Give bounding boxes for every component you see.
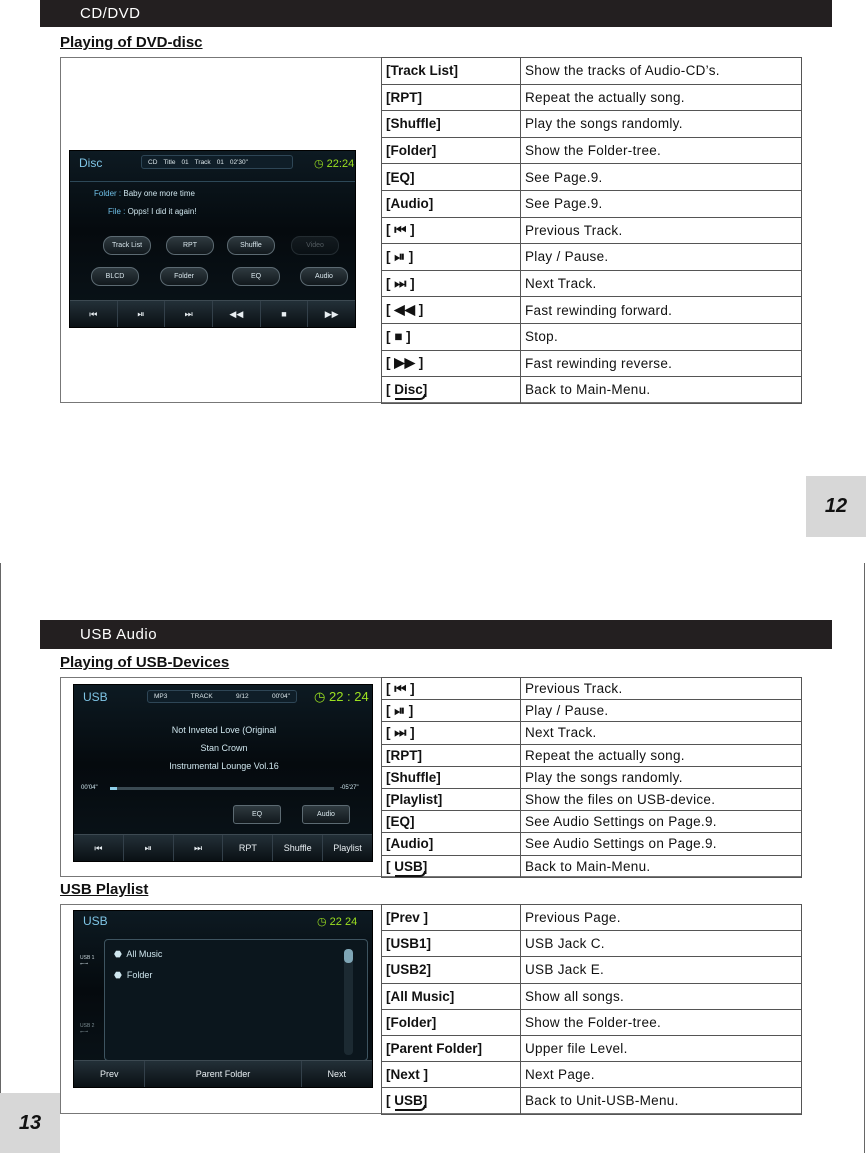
row-key: [Prev ] bbox=[382, 905, 521, 931]
table-row bbox=[382, 323, 802, 350]
playlist-controls bbox=[74, 1060, 372, 1087]
blcd-button[interactable]: BLCD bbox=[91, 267, 139, 286]
table-row bbox=[382, 811, 802, 833]
row-value: Back to Unit-USB-Menu. bbox=[521, 1088, 802, 1114]
track-info-bar bbox=[141, 155, 293, 169]
subtitle-usb: Playing of USB-Devices bbox=[60, 654, 230, 671]
usb2-tab[interactable] bbox=[80, 1023, 94, 1035]
section-title: CD/DVD bbox=[80, 5, 141, 22]
row-key: [Playlist] bbox=[382, 788, 521, 810]
audio-button[interactable]: Audio bbox=[300, 267, 348, 286]
artist: Stan Crown bbox=[200, 743, 248, 753]
info-source: CD bbox=[148, 158, 158, 166]
row-key: [Audio] bbox=[382, 190, 521, 217]
row-value: See Page.9. bbox=[521, 164, 802, 191]
usb-screen bbox=[73, 684, 373, 862]
row-value: See Audio Settings on Page.9. bbox=[521, 811, 802, 833]
progress-track[interactable] bbox=[110, 787, 334, 790]
list-item-label: All Music bbox=[126, 949, 163, 959]
back-arrow-icon: USB bbox=[394, 858, 423, 874]
row-key: [Audio] bbox=[382, 833, 521, 855]
row-value: USB Jack E. bbox=[521, 957, 802, 983]
row-value: Play / Pause. bbox=[521, 700, 802, 722]
list-item-folder[interactable] bbox=[114, 970, 152, 981]
row-key: [Track List] bbox=[382, 58, 521, 85]
table-row bbox=[382, 700, 802, 722]
rpt-button[interactable]: RPT bbox=[223, 835, 273, 861]
row-key: [ USB] bbox=[382, 1088, 521, 1114]
rewind-icon[interactable]: ◀◀ bbox=[213, 301, 261, 327]
clock-time: 22:24 bbox=[326, 158, 355, 170]
row-value: Back to Main-Menu. bbox=[521, 855, 802, 877]
folder-label: Folder : bbox=[94, 189, 122, 198]
back-arrow-icon: USB bbox=[394, 1093, 423, 1109]
row-key: [Shuffle] bbox=[382, 111, 521, 138]
table-row bbox=[382, 957, 802, 983]
file-value: Opps! I did it again! bbox=[127, 207, 197, 216]
next-icon[interactable]: ⏭ bbox=[165, 301, 213, 327]
clock-icon: ◷ bbox=[317, 916, 327, 928]
row-value: Play / Pause. bbox=[521, 244, 802, 271]
page-edge-left bbox=[0, 563, 1, 1153]
folder-value: Baby one more time bbox=[123, 189, 195, 198]
row-value: Show the tracks of Audio-CD’s. bbox=[521, 58, 802, 85]
table-row bbox=[382, 722, 802, 744]
row-key: [ ▶▶ ] bbox=[382, 350, 521, 377]
usb2-label: USB 2 bbox=[80, 1023, 95, 1029]
eq-button[interactable]: EQ bbox=[233, 805, 281, 824]
subtitle-usb-playlist: USB Playlist bbox=[60, 881, 149, 898]
table-row bbox=[382, 350, 802, 377]
shuffle-button[interactable]: Shuffle bbox=[273, 835, 323, 861]
table-row bbox=[382, 983, 802, 1009]
playback-controls bbox=[74, 834, 372, 861]
elapsed-time: 00'04" bbox=[81, 785, 98, 791]
clock bbox=[317, 915, 357, 928]
section-title: USB Audio bbox=[80, 626, 158, 643]
table-row bbox=[382, 377, 802, 404]
eq-button[interactable]: EQ bbox=[232, 267, 280, 286]
info-track-label: Track bbox=[194, 158, 211, 166]
row-value: Show all songs. bbox=[521, 983, 802, 1009]
row-value: Show the Folder-tree. bbox=[521, 1009, 802, 1035]
table-row bbox=[382, 905, 802, 931]
next-button[interactable]: Next bbox=[327, 1069, 346, 1079]
row-value: Previous Track. bbox=[521, 678, 802, 700]
divider bbox=[70, 181, 355, 182]
row-value: Stop. bbox=[521, 323, 802, 350]
shuffle-button[interactable]: Shuffle bbox=[227, 236, 275, 255]
info-track-label: TRACK bbox=[190, 693, 213, 700]
row-key: [All Music] bbox=[382, 983, 521, 1009]
info-title-label: Title bbox=[163, 158, 176, 166]
table-row bbox=[382, 84, 802, 111]
next-icon[interactable]: ⏭ bbox=[174, 835, 224, 861]
table-row bbox=[382, 111, 802, 138]
row-key: [USB1] bbox=[382, 931, 521, 957]
section-bar-cd-dvd bbox=[40, 0, 832, 27]
row-value: Repeat the actually song. bbox=[521, 84, 802, 111]
file-line bbox=[108, 207, 197, 216]
info-track-num: 9/12 bbox=[236, 693, 249, 700]
previous-icon[interactable]: ⏮ bbox=[74, 835, 124, 861]
music-folder-icon: ⬣ bbox=[114, 949, 122, 959]
row-key: [ Disc] bbox=[382, 377, 521, 404]
info-time: 02'30" bbox=[229, 158, 248, 166]
row-key: [ USB] bbox=[382, 855, 521, 877]
usb-icon: ⭠⊸ bbox=[80, 1029, 89, 1035]
clock-icon: ◷ bbox=[314, 689, 326, 704]
clock-time: 22 : 24 bbox=[328, 689, 369, 704]
row-value: See Audio Settings on Page.9. bbox=[521, 833, 802, 855]
clock-time: 22 24 bbox=[329, 916, 358, 928]
table-row bbox=[382, 855, 802, 877]
folder-line bbox=[94, 189, 195, 198]
video-button[interactable]: Video bbox=[291, 236, 339, 255]
row-value: USB Jack C. bbox=[521, 931, 802, 957]
table-row bbox=[382, 931, 802, 957]
parent-folder-button[interactable]: Parent Folder bbox=[145, 1061, 301, 1087]
progress-fill bbox=[110, 787, 117, 790]
usb-icon: ⭠⊸ bbox=[80, 961, 89, 967]
row-value: Play the songs randomly. bbox=[521, 766, 802, 788]
info-time: 00'04" bbox=[271, 693, 290, 700]
row-value: Upper file Level. bbox=[521, 1035, 802, 1061]
page-number-12: 12 bbox=[806, 476, 866, 537]
table-row bbox=[382, 744, 802, 766]
info-track-num: 01 bbox=[216, 158, 224, 166]
usb1-label: USB 1 bbox=[80, 955, 95, 961]
file-label: File : bbox=[108, 207, 126, 216]
table-row bbox=[382, 1062, 802, 1088]
fast-forward-icon[interactable]: ▶▶ bbox=[324, 308, 339, 319]
row-key: [ ⏮ ] bbox=[382, 217, 521, 244]
screen-title: USB bbox=[83, 914, 108, 928]
playlist-button[interactable]: Playlist bbox=[333, 843, 362, 853]
table-row bbox=[382, 1035, 802, 1061]
row-key: [ ■ ] bbox=[382, 323, 521, 350]
clock bbox=[314, 157, 354, 170]
track-list-button[interactable]: Track List bbox=[103, 236, 151, 255]
folder-button[interactable]: Folder bbox=[160, 267, 208, 286]
usb1-tab[interactable] bbox=[80, 955, 94, 967]
table-row bbox=[382, 297, 802, 324]
table-row bbox=[382, 164, 802, 191]
table-row bbox=[382, 1009, 802, 1035]
row-value: Previous Track. bbox=[521, 217, 802, 244]
row-value: Next Page. bbox=[521, 1062, 802, 1088]
table-row bbox=[382, 244, 802, 271]
music-folder-icon: ⬣ bbox=[114, 970, 122, 980]
row-key: [ ⏭ ] bbox=[382, 722, 521, 744]
stop-icon[interactable]: ■ bbox=[261, 301, 309, 327]
row-key: [ ⏯ ] bbox=[382, 700, 521, 722]
usb-key-table bbox=[381, 677, 802, 878]
clock-icon: ◷ bbox=[314, 158, 324, 170]
table-row bbox=[382, 190, 802, 217]
scrollbar-thumb[interactable] bbox=[344, 949, 353, 963]
playlist-screen bbox=[73, 910, 373, 1088]
row-value: Fast rewinding reverse. bbox=[521, 350, 802, 377]
previous-icon[interactable]: ⏮ bbox=[70, 301, 118, 327]
info-title-num: 01 bbox=[181, 158, 189, 166]
row-key: [Folder] bbox=[382, 1009, 521, 1035]
row-key: [Folder] bbox=[382, 137, 521, 164]
row-value: See Page.9. bbox=[521, 190, 802, 217]
info-format: MP3 bbox=[154, 693, 168, 700]
table-row bbox=[382, 766, 802, 788]
table-row bbox=[382, 217, 802, 244]
album: Instrumental Lounge Vol.16 bbox=[169, 761, 279, 771]
clock bbox=[314, 689, 369, 705]
row-value: Repeat the actually song. bbox=[521, 744, 802, 766]
row-value: Fast rewinding forward. bbox=[521, 297, 802, 324]
audio-button[interactable]: Audio bbox=[302, 805, 350, 824]
table-row bbox=[382, 678, 802, 700]
back-arrow-icon: Disc bbox=[394, 382, 423, 398]
remaining-time: -05'27" bbox=[340, 785, 359, 791]
prev-button[interactable]: Prev bbox=[74, 1061, 145, 1087]
play-pause-icon[interactable]: ⏯ bbox=[124, 835, 174, 861]
row-key: [RPT] bbox=[382, 744, 521, 766]
table-row bbox=[382, 137, 802, 164]
row-value: Show the files on USB-device. bbox=[521, 788, 802, 810]
screen-title: Disc bbox=[79, 156, 103, 170]
row-value: Next Track. bbox=[521, 270, 802, 297]
page-number-13: 13 bbox=[0, 1093, 60, 1153]
row-value: Previous Page. bbox=[521, 905, 802, 931]
row-value: Play the songs randomly. bbox=[521, 111, 802, 138]
dvd-key-table bbox=[381, 57, 802, 404]
table-row bbox=[382, 1088, 802, 1114]
subtitle-dvd: Playing of DVD-disc bbox=[60, 34, 203, 51]
row-key: [ ⏯ ] bbox=[382, 244, 521, 271]
row-key: [EQ] bbox=[382, 164, 521, 191]
row-key: [Next ] bbox=[382, 1062, 521, 1088]
scrollbar[interactable] bbox=[344, 949, 353, 1055]
row-key: [ ⏭ ] bbox=[382, 270, 521, 297]
row-key: [RPT] bbox=[382, 84, 521, 111]
page-edge-right bbox=[864, 563, 865, 1153]
row-value: Show the Folder-tree. bbox=[521, 137, 802, 164]
row-value: Next Track. bbox=[521, 722, 802, 744]
track-info-bar bbox=[147, 690, 297, 703]
table-row bbox=[382, 58, 802, 85]
rpt-button[interactable]: RPT bbox=[166, 236, 214, 255]
row-value: Back to Main-Menu. bbox=[521, 377, 802, 404]
row-key: [EQ] bbox=[382, 811, 521, 833]
list-item-all-music[interactable] bbox=[114, 949, 162, 960]
song-title: Not Inveted Love (Original bbox=[171, 725, 277, 735]
screen-title: USB bbox=[83, 690, 108, 704]
table-row bbox=[382, 833, 802, 855]
play-pause-icon[interactable]: ⏯ bbox=[118, 301, 166, 327]
section-bar-usb-audio bbox=[40, 620, 832, 649]
row-key: [Parent Folder] bbox=[382, 1035, 521, 1061]
row-key: [USB2] bbox=[382, 957, 521, 983]
row-key: [ ◀◀ ] bbox=[382, 297, 521, 324]
table-row bbox=[382, 270, 802, 297]
list-item-label: Folder bbox=[126, 970, 153, 980]
playlist-key-table bbox=[381, 904, 802, 1115]
dvd-screen bbox=[69, 150, 356, 328]
playback-controls bbox=[70, 300, 355, 327]
row-key: [Shuffle] bbox=[382, 766, 521, 788]
table-row bbox=[382, 788, 802, 810]
row-key: [ ⏮ ] bbox=[382, 678, 521, 700]
